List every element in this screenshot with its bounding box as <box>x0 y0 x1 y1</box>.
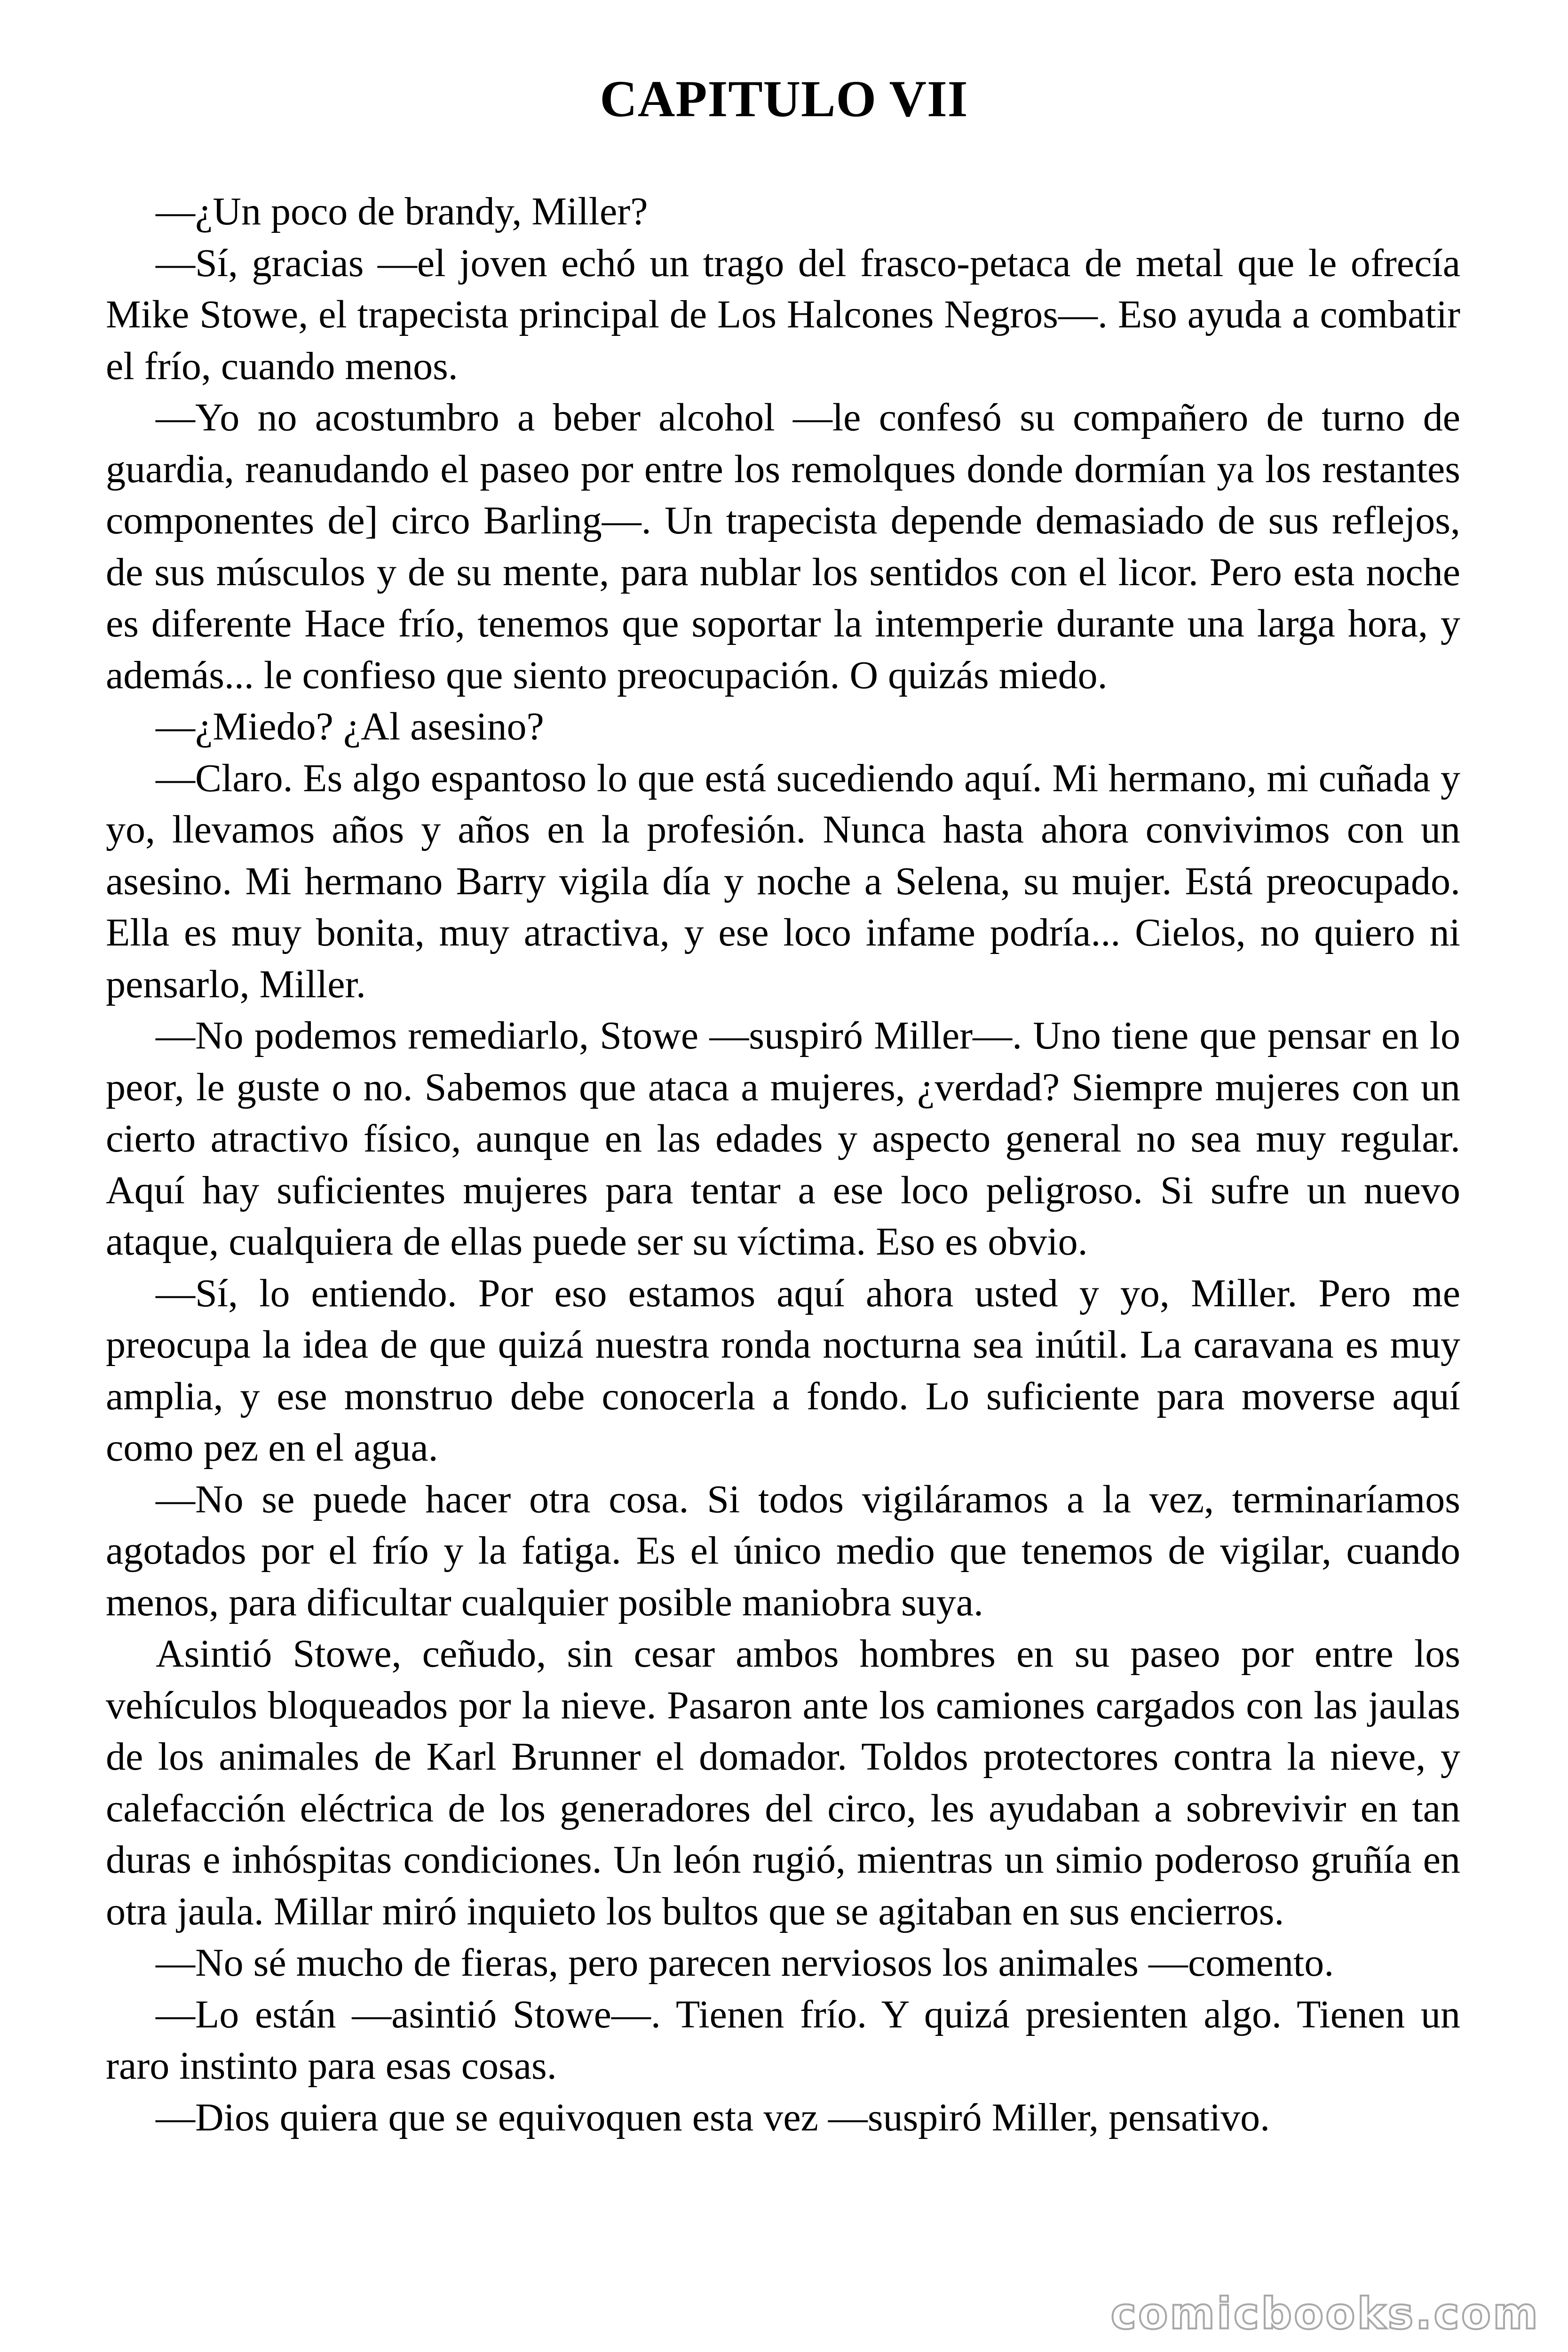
paragraph: —No se puede hacer otra cosa. Si todos vigiláramos a la vez, terminaríamos agotados por el frío y la fatiga. Es el único medio que tenemos de vigilar, cuando menos, para dificultar cualquier posible maniobra suya. <box>106 1477 1460 1624</box>
paragraph: —Dios quiera que se equivoquen esta vez —suspiró Miller, pensativo. <box>156 2095 1270 2139</box>
paragraph: —¿Un poco de brandy, Miller? <box>156 190 648 233</box>
paragraph: —¿Miedo? ¿Al asesino? <box>156 705 544 748</box>
paragraph: Asintió Stowe, ceñudo, sin cesar ambos hombres en su paseo por entre los vehículos bloqueados por la nieve. Pasaron ante los camiones cargados con las jaulas de los animales de Karl Brunner el domador. Toldos protectores contra la nieve, y calefacción eléctrica de los generadores del circo, les ayudaban a sobrevivir en tan duras e inhóspitas condiciones. Un león rugió, mientras un simio poderoso gruñía en otra jaula. Millar miró inquieto los bultos que se agitaban en sus encierros. <box>106 1632 1460 1933</box>
paragraph: —Claro. Es algo espantoso lo que está sucediendo aquí. Mi hermano, mi cuñada y yo, llevamos años y años en la profesión. Nunca hasta ahora convivimos con un asesino. Mi hermano Barry vigila día y noche a Selena, su mujer. Está preocupado. Ella es muy bonita, muy atractiva, y ese loco infame podría... Cielos, no quiero ni pensarlo, Miller. <box>106 756 1460 1006</box>
paragraph: —No podemos remediarlo, Stowe —suspiró Miller—. Uno tiene que pensar en lo peor, le guste o no. Sabemos que ataca a mujeres, ¿verdad? Siempre mujeres con un cierto atractivo físico, aunque en las edades y aspecto general no sea muy regular. Aquí hay suficientes mujeres para tentar a ese loco peligroso. Si sufre un nuevo ataque, cualquiera de ellas puede ser su víctima. Eso es obvio. <box>106 1014 1460 1263</box>
paragraph: —No sé mucho de fieras, pero parecen nerviosos los animales —comento. <box>156 1941 1334 1985</box>
paragraph: —Yo no acostumbro a beber alcohol —le confesó su compañero de turno de guardia, reanudando el paseo por entre los remolques donde dormían ya los restantes componentes de] circo Barling—. Un trapecista depende demasiado de sus reflejos, de sus músculos y de su mente, para nublar los sentidos con el licor. Pero esta noche es diferente Hace frío, tenemos que soportar la intemperie durante una larga hora, y además... le confieso que siento preocupación. O quizás miedo. <box>106 396 1460 697</box>
chapter-title: CAPITULO VII <box>600 70 968 127</box>
chapter-body <box>106 186 1460 2143</box>
watermark-logo: comicbooks.com <box>1110 2288 1540 2339</box>
paragraph: —Sí, lo entiendo. Por eso estamos aquí ahora usted y yo, Miller. Pero me preocupa la idea de que quizá nuestra ronda nocturna sea inútil. La caravana es muy amplia, y ese monstruo debe conocerla a fondo. Lo suficiente para moverse aquí como pez en el agua. <box>106 1271 1460 1470</box>
paragraph: —Lo están —asintió Stowe—. Tienen frío. Y quizá presienten algo. Tienen un raro instinto para esas cosas. <box>106 1992 1460 2088</box>
paragraph: —Sí, gracias —el joven echó un trago del frasco-petaca de metal que le ofrecía Mike Stowe, el trapecista principal de Los Halcones Negros—. Eso ayuda a combatir el frío, cuando menos. <box>106 241 1460 388</box>
